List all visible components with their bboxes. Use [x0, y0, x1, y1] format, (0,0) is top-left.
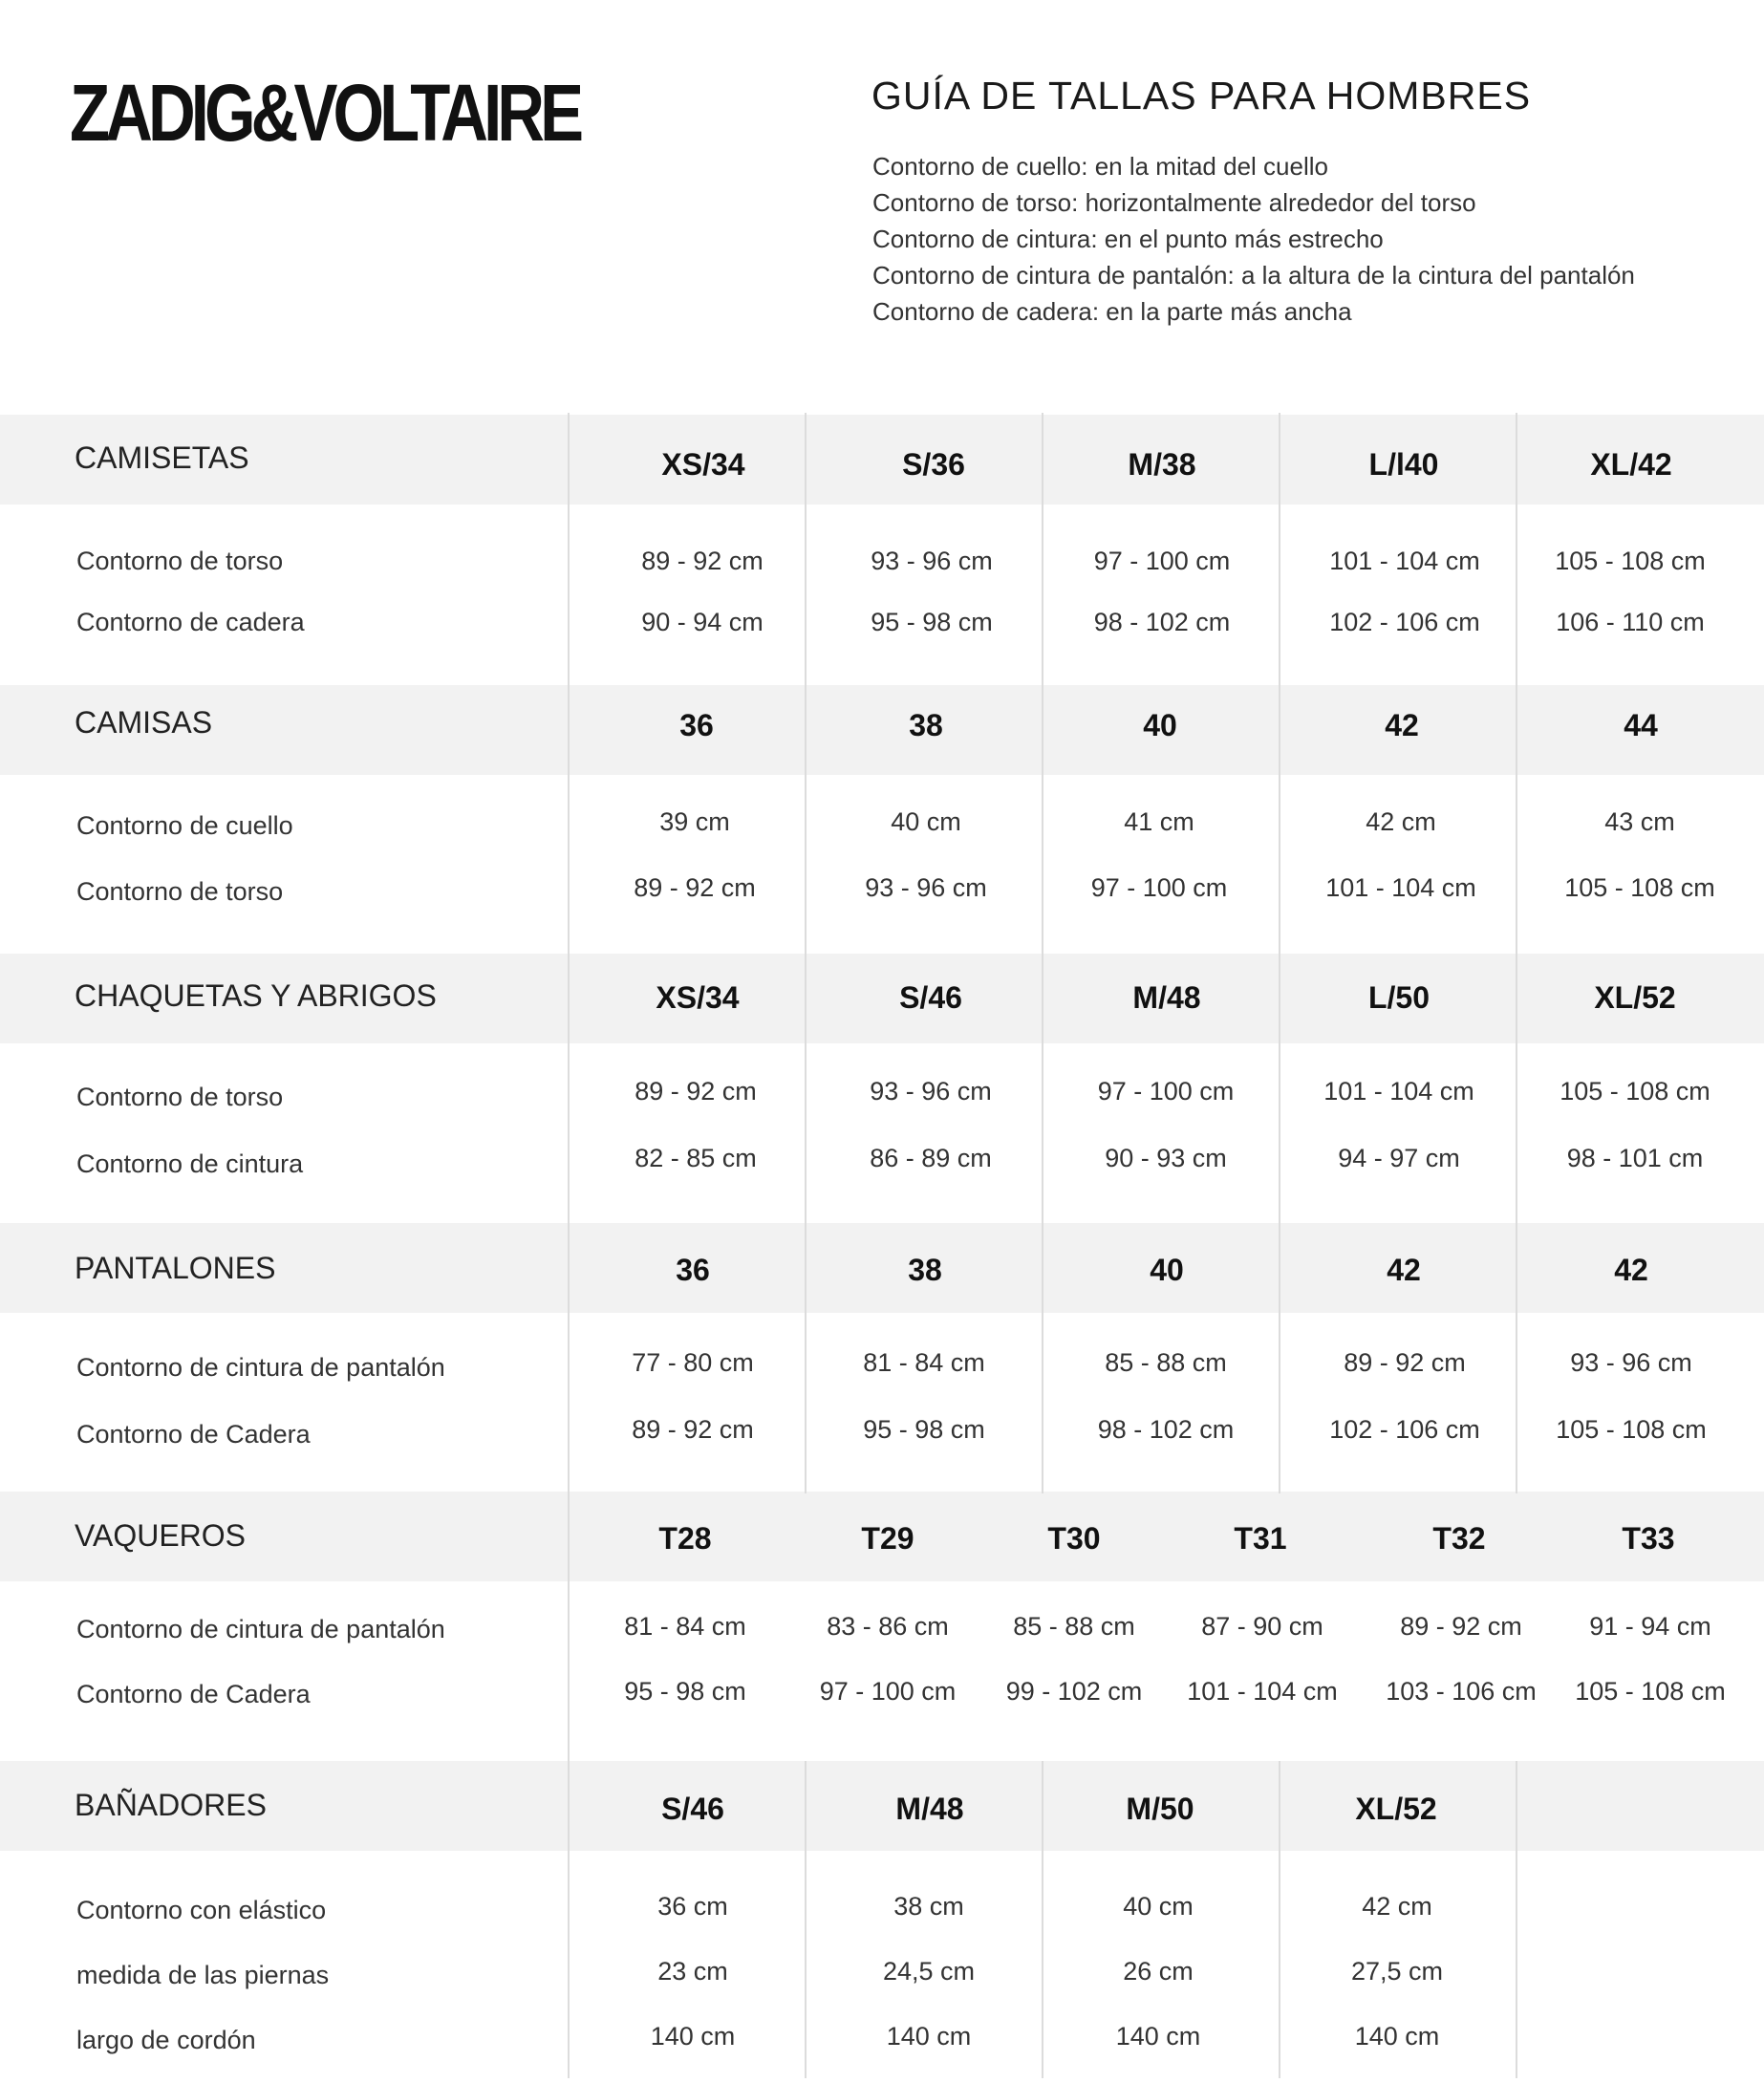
column-divider: [568, 413, 570, 2078]
measurement-value: 87 - 90 cm: [1201, 1612, 1323, 1641]
column-divider: [805, 1761, 807, 2078]
size-label: 42: [1385, 708, 1419, 742]
size-label: T30: [1047, 1521, 1101, 1556]
measurement-value: 93 - 96 cm: [1570, 1348, 1692, 1377]
section-name: CAMISETAS: [75, 440, 249, 475]
measurement-value: 43 cm: [1604, 807, 1675, 836]
measurement-value: 40 cm: [891, 807, 961, 836]
measurement-value: 105 - 108 cm: [1575, 1677, 1726, 1706]
measurement-value: 82 - 85 cm: [635, 1144, 757, 1172]
measurement-value: 93 - 96 cm: [870, 1077, 992, 1106]
size-label: 42: [1614, 1253, 1648, 1287]
measurement-value: 103 - 106 cm: [1386, 1677, 1537, 1706]
measurement-value: 85 - 88 cm: [1013, 1612, 1135, 1641]
measurement-value: 140 cm: [886, 2022, 972, 2051]
measurement-value: 24,5 cm: [882, 1957, 976, 1986]
measurement-label: medida de las piernas: [76, 1961, 330, 1989]
size-label: S/46: [661, 1792, 724, 1826]
measurement-label: Contorno con elástico: [76, 1896, 327, 1924]
measurement-label: Contorno de cintura: [76, 1149, 304, 1178]
section-header-band: [0, 685, 1764, 775]
measurement-label: Contorno de torso: [76, 547, 284, 575]
column-divider: [1279, 413, 1280, 1493]
measurement-value: 36 cm: [657, 1892, 728, 1921]
size-label: T32: [1432, 1521, 1486, 1556]
measurement-value: 140 cm: [650, 2022, 736, 2051]
column-divider: [805, 413, 807, 1493]
size-label: T31: [1234, 1521, 1287, 1556]
size-label: M/50: [1126, 1792, 1194, 1826]
measurement-value: 89 - 92 cm: [632, 1415, 754, 1444]
column-divider: [1279, 1761, 1280, 2078]
size-label: 38: [909, 708, 943, 742]
measurement-value: 93 - 96 cm: [865, 873, 987, 902]
measurement-value: 42 cm: [1362, 1892, 1432, 1921]
section-name: CHAQUETAS Y ABRIGOS: [75, 978, 437, 1013]
measurement-descriptions: [872, 148, 1635, 330]
measurement-value: 86 - 89 cm: [870, 1144, 992, 1172]
measurement-value: 102 - 106 cm: [1329, 608, 1480, 636]
measurement-value: 83 - 86 cm: [827, 1612, 949, 1641]
measurement-value: 97 - 100 cm: [1093, 547, 1231, 575]
measurement-value: 101 - 104 cm: [1325, 873, 1476, 902]
measurement-value: 89 - 92 cm: [634, 873, 756, 902]
measurement-label: Contorno de torso: [76, 1083, 284, 1111]
measurement-value: 42 cm: [1366, 807, 1436, 836]
measurement-value: 27,5 cm: [1350, 1957, 1444, 1986]
measurement-value: 140 cm: [1354, 2022, 1440, 2051]
size-label: M/48: [1132, 980, 1201, 1015]
measurement-value: 93 - 96 cm: [871, 547, 993, 575]
measurement-value: 41 cm: [1124, 807, 1194, 836]
size-label: XL/42: [1590, 447, 1672, 482]
brand-logo: ZADIG&VOLTAIRE: [70, 68, 580, 158]
measurement-value: 105 - 108 cm: [1564, 873, 1715, 902]
measurement-value: 89 - 92 cm: [641, 547, 764, 575]
measurement-value: 39 cm: [659, 807, 730, 836]
measurement-value: 97 - 100 cm: [1097, 1077, 1235, 1106]
measurement-label: largo de cordón: [76, 2026, 256, 2054]
section-name: CAMISAS: [75, 705, 213, 740]
page-title: GUÍA DE TALLAS PARA HOMBRES: [871, 74, 1532, 118]
measurement-value: 101 - 104 cm: [1187, 1677, 1338, 1706]
measurement-value: 89 - 92 cm: [1400, 1612, 1522, 1641]
measurement-value: 101 - 104 cm: [1329, 547, 1480, 575]
measurement-value: 98 - 101 cm: [1566, 1144, 1704, 1172]
measurement-value: 90 - 93 cm: [1105, 1144, 1227, 1172]
section-name: VAQUEROS: [75, 1518, 246, 1553]
measurement-value: 99 - 102 cm: [1005, 1677, 1143, 1706]
size-label: 40: [1150, 1253, 1184, 1287]
description-line: Contorno de torso: horizontalmente alrededor del torso: [872, 188, 1476, 217]
size-label: S/46: [899, 980, 962, 1015]
size-label: XL/52: [1355, 1792, 1437, 1826]
size-label: L/50: [1367, 980, 1431, 1015]
measurement-label: Contorno de cintura de pantalón: [76, 1353, 445, 1382]
measurement-value: 105 - 108 cm: [1556, 1415, 1707, 1444]
size-label: S/36: [902, 447, 965, 482]
size-label: XS/34: [656, 980, 740, 1015]
measurement-label: Contorno de cuello: [76, 811, 293, 840]
size-label: 40: [1143, 708, 1177, 742]
measurement-value: 77 - 80 cm: [632, 1348, 754, 1377]
measurement-value: 81 - 84 cm: [624, 1612, 746, 1641]
size-label: XS/34: [661, 447, 745, 482]
column-divider: [1516, 413, 1517, 1493]
size-label: 36: [676, 1253, 710, 1287]
size-label: T33: [1622, 1521, 1675, 1556]
measurement-value: 89 - 92 cm: [635, 1077, 757, 1106]
column-divider: [1042, 1761, 1043, 2078]
measurement-value: 23 cm: [657, 1957, 728, 1986]
measurement-value: 97 - 100 cm: [819, 1677, 957, 1706]
measurement-value: 95 - 98 cm: [863, 1415, 985, 1444]
size-label: XL/52: [1594, 980, 1676, 1015]
measurement-value: 102 - 106 cm: [1329, 1415, 1480, 1444]
size-label: L/l40: [1368, 447, 1439, 482]
measurement-value: 89 - 92 cm: [1344, 1348, 1466, 1377]
size-label: 44: [1624, 708, 1658, 742]
measurement-label: Contorno de torso: [76, 877, 284, 906]
measurement-value: 98 - 102 cm: [1097, 1415, 1235, 1444]
measurement-value: 40 cm: [1123, 1892, 1194, 1921]
size-label: 38: [908, 1253, 942, 1287]
measurement-label: Contorno de cintura de pantalón: [76, 1615, 445, 1643]
measurement-label: Contorno de Cadera: [76, 1420, 311, 1449]
size-label: 36: [679, 708, 714, 742]
size-label: M/48: [895, 1792, 964, 1826]
measurement-value: 106 - 110 cm: [1556, 608, 1705, 636]
section-name: PANTALONES: [75, 1251, 276, 1285]
measurement-value: 95 - 98 cm: [624, 1677, 746, 1706]
size-label: T29: [861, 1521, 914, 1556]
column-divider: [1516, 1761, 1517, 2078]
measurement-label: Contorno de cadera: [76, 608, 305, 636]
description-line: Contorno de cintura de pantalón: a la altura de la cintura del pantalón: [872, 261, 1635, 290]
measurement-value: 97 - 100 cm: [1090, 873, 1228, 902]
measurement-value: 105 - 108 cm: [1555, 547, 1706, 575]
measurement-value: 81 - 84 cm: [863, 1348, 985, 1377]
description-line: Contorno de cintura: en el punto más estrecho: [872, 225, 1384, 253]
section-name: BAÑADORES: [75, 1788, 267, 1822]
measurement-value: 85 - 88 cm: [1105, 1348, 1227, 1377]
size-label: 42: [1387, 1253, 1421, 1287]
size-label: T28: [658, 1521, 712, 1556]
measurement-value: 140 cm: [1115, 2022, 1201, 2051]
measurement-value: 95 - 98 cm: [871, 608, 993, 636]
measurement-value: 90 - 94 cm: [641, 608, 764, 636]
measurement-value: 38 cm: [893, 1892, 964, 1921]
measurement-value: 105 - 108 cm: [1560, 1077, 1710, 1106]
section-header-band: [0, 415, 1764, 505]
measurement-value: 26 cm: [1123, 1957, 1194, 1986]
description-line: Contorno de cuello: en la mitad del cuello: [872, 152, 1328, 181]
measurement-label: Contorno de Cadera: [76, 1680, 311, 1708]
measurement-value: 101 - 104 cm: [1323, 1077, 1474, 1106]
size-label: M/38: [1128, 447, 1196, 482]
column-divider: [1042, 413, 1043, 1493]
description-line: Contorno de cadera: en la parte más ancha: [872, 297, 1352, 326]
measurement-value: 98 - 102 cm: [1093, 608, 1231, 636]
measurement-value: 91 - 94 cm: [1589, 1612, 1711, 1641]
measurement-value: 94 - 97 cm: [1338, 1144, 1460, 1172]
